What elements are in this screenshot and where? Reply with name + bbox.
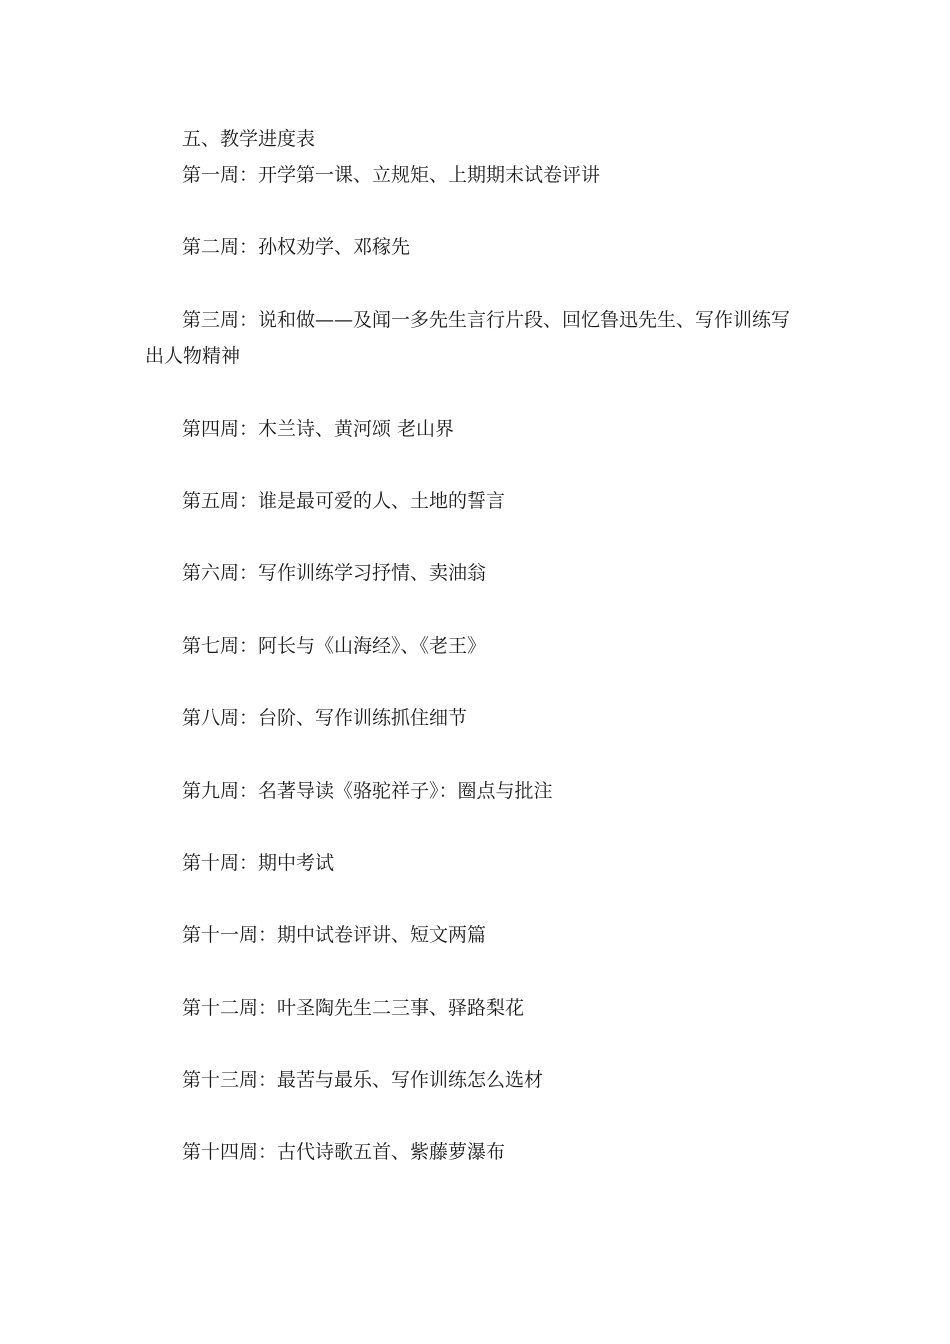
section-title: 五、教学进度表 [182,128,316,150]
week-13: 第十三周：最苦与最乐、写作训练怎么选材 [182,1069,544,1091]
week-9: 第九周：名著导读《骆驼祥子》：圈点与批注 [182,780,553,802]
week-2: 第二周：孙权劝学、邓稼先 [182,236,411,258]
week-6: 第六周：写作训练学习抒情、卖油翁 [182,562,487,584]
week-12: 第十二周：叶圣陶先生二三事、驿路梨花 [182,997,525,1019]
week-4: 第四周：木兰诗、黄河颂 老山界 [182,418,455,440]
week-3-line-1: 第三周：说和做——及闻一多先生言行片段、回忆鲁迅先生、写作训练写 [182,309,791,331]
week-5: 第五周：谁是最可爱的人、土地的誓言 [182,490,506,512]
week-1: 第一周：开学第一课、立规矩、上期期末试卷评讲 [182,164,601,186]
week-8: 第八周：台阶、写作训练抓住细节 [182,707,468,729]
week-10: 第十周：期中考试 [182,852,335,874]
week-7: 第七周：阿长与《山海经》、《老王》 [182,635,487,657]
week-14: 第十四周：古代诗歌五首、紫藤萝瀑布 [182,1141,506,1163]
week-11: 第十一周：期中试卷评讲、短文两篇 [182,924,487,946]
week-3-line-2: 出人物精神 [145,345,241,367]
